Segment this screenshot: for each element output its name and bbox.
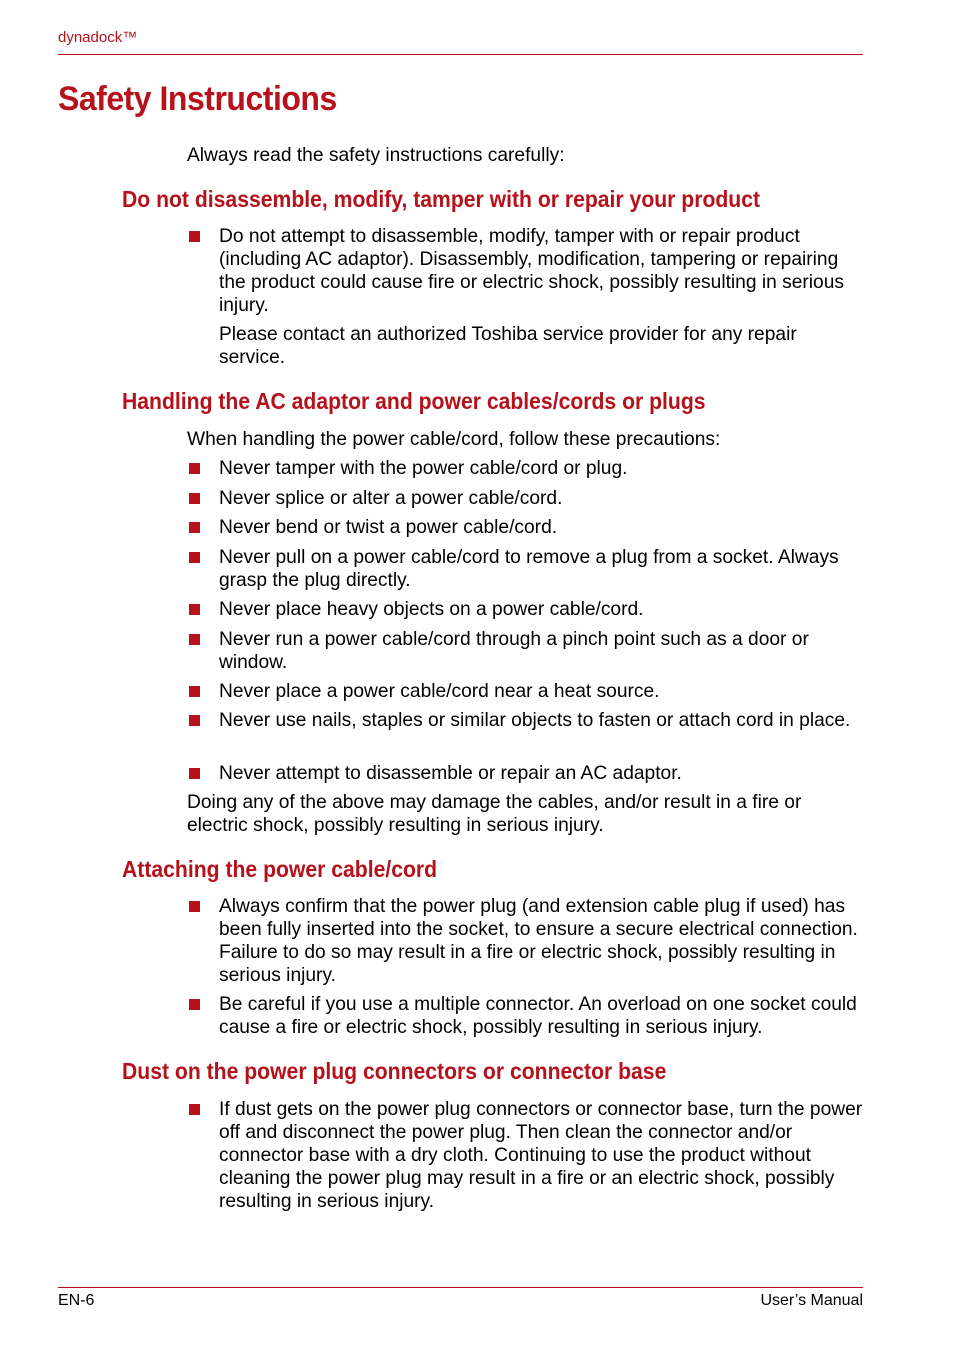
service-note: Please contact an authorized Toshiba service provider for any repair service. [219,324,797,368]
list-item-text: Never splice or alter a power cable/cord. [219,488,563,509]
list-item-text: Do not attempt to disassemble, modify, tamper with or repair product (including AC adaptor). Disassembly, modification, tampering or repairing the product could cause fire or electric shock, possibly resulting in serious injury. [219,226,844,316]
bullet-square-icon [189,231,200,242]
list-item [187,628,867,674]
list-item [187,598,867,621]
section-closing-text: Doing any of the above may damage the cables, and/or result in a fire or electric shock, possibly resulting in serious injury. [187,792,802,836]
list-item [187,895,867,987]
footer-divider [58,1287,863,1288]
list-item [187,546,867,592]
section-heading: Attaching the power cable/cord [122,856,438,882]
list-item [187,993,867,1039]
bullet-square-icon [189,768,200,779]
section-heading: Handling the AC adaptor and power cables/cords or plugs [122,388,706,414]
list-item [187,487,867,510]
section-lead-text: When handling the power cable/cord, follow these precautions: [187,429,721,450]
list-item-text: Never place heavy objects on a power cable/cord. [219,599,644,620]
bullet-square-icon [189,522,200,533]
running-header: dynadock™ [58,29,138,46]
bullet-square-icon [189,604,200,615]
bullet-square-icon [189,463,200,474]
list-item-text: Never pull on a power cable/cord to remove a plug from a socket. Always grasp the plug directly. [219,547,839,591]
list-item-text: Never bend or twist a power cable/cord. [219,517,558,538]
bullet-square-icon [189,493,200,504]
section-heading: Dust on the power plug connectors or connector base [122,1058,667,1084]
list-item-text: Never place a power cable/cord near a heat source. [219,681,660,702]
list-item [187,709,867,732]
list-item [187,225,867,317]
list-item-text: Never use nails, staples or similar objects to fasten or attach cord in place. [219,710,851,731]
list-item [187,457,867,480]
header-divider [58,54,863,55]
list-item-text: Never run a power cable/cord through a pinch point such as a door or window. [219,629,809,673]
page-number: EN-6 [58,1292,95,1309]
list-item-text: Always confirm that the power plug (and extension cable plug if used) has been fully inserted into the socket, to ensure a secure electrical connection. Failure to do so may result in a fire or electric shock, possibly resulting in serious injury. [219,896,858,986]
page-title: Safety Instructions [58,80,337,118]
list-item [187,762,867,785]
bullet-square-icon [189,634,200,645]
bullet-square-icon [189,686,200,697]
list-item-text: Never tamper with the power cable/cord or plug. [219,458,628,479]
list-item [187,680,867,703]
intro-text: Always read the safety instructions carefully: [187,145,565,166]
manual-name: User’s Manual [760,1292,863,1309]
list-item [187,516,867,539]
bullet-square-icon [189,999,200,1010]
bullet-square-icon [189,552,200,563]
bullet-square-icon [189,715,200,726]
list-item-text: Be careful if you use a multiple connector. An overload on one socket could cause a fire or electric shock, possibly resulting in serious injury. [219,994,857,1038]
list-item-text: Never attempt to disassemble or repair an AC adaptor. [219,763,682,784]
list-item-text: If dust gets on the power plug connectors or connector base, turn the power off and disconnect the power plug. Then clean the connector and/or connector base with a dry cloth. Continuing to use the product without cleaning the power plug may result in a fire or an electric shock, possibly resulting in serious injury. [219,1099,863,1212]
list-item [187,1098,867,1213]
section-heading: Do not disassemble, modify, tamper with or repair your product [122,186,761,212]
bullet-square-icon [189,901,200,912]
bullet-square-icon [189,1104,200,1115]
